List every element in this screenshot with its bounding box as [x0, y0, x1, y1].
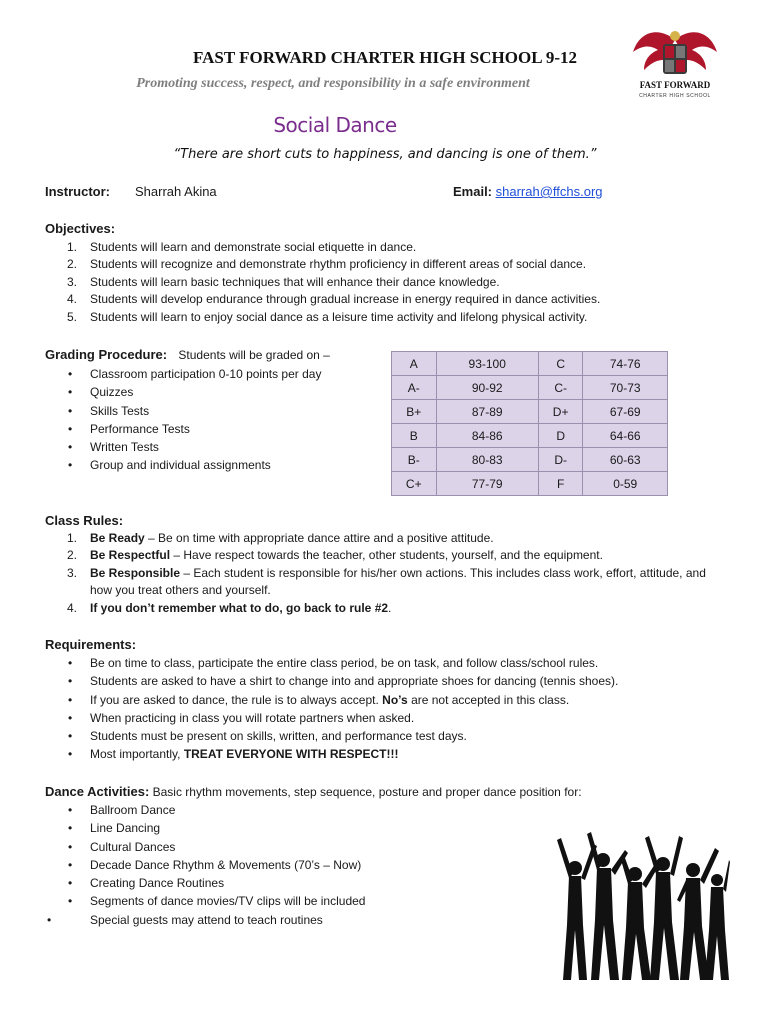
list-item: • Skills Tests	[68, 403, 150, 418]
objectives-list	[45, 239, 745, 326]
activities-heading-row	[45, 784, 725, 799]
table-cell: 84-86	[436, 424, 538, 448]
svg-text:CHARTER HIGH SCHOOL: CHARTER HIGH SCHOOL	[639, 93, 711, 99]
table-cell: D-	[538, 448, 583, 472]
table-cell: A-	[392, 376, 437, 400]
table-cell: B	[392, 424, 437, 448]
requirements-heading: Requirements:	[45, 637, 137, 652]
list-item: 3. Be Responsible – Each student is responsible for his/her own actions. This includes class work, effort, attitude, and how you treat others and yourself.	[67, 565, 706, 598]
table-cell: 67-69	[583, 400, 668, 424]
table-row	[392, 472, 668, 496]
table-cell: 74-76	[583, 352, 668, 376]
list-item: • Written Tests	[68, 440, 159, 455]
list-item: 1. Be Ready – Be on time with appropriate dance attire and a positive attitude.	[67, 531, 494, 545]
grading-list	[45, 365, 375, 475]
email-label: Email:	[453, 184, 493, 199]
table-cell: 0-59	[583, 472, 668, 496]
list-item: 4. Students will develop endurance through gradual increase in energy required in dance activities.	[67, 292, 601, 307]
list-item: • Cultural Dances	[68, 839, 176, 854]
objectives-heading: Objectives:	[45, 221, 116, 236]
activities-intro: Basic rhythm movements, step sequence, posture and proper dance position for:	[152, 785, 582, 799]
table-row	[392, 448, 668, 472]
list-item: • Special guests may attend to teach routines	[47, 912, 323, 927]
grading-heading-row	[45, 347, 330, 362]
list-item: • Line Dancing	[68, 821, 161, 836]
list-item: • Ballroom Dance	[68, 803, 176, 817]
list-item: 1. Students will learn and demonstrate social etiquette in dance.	[67, 240, 417, 254]
list-item: 2. Students will recognize and demonstrate rhythm proficiency in different areas of social dance.	[67, 257, 587, 272]
eagle-crest-icon	[630, 22, 720, 102]
table-cell: 60-63	[583, 448, 668, 472]
list-item: • Quizzes	[68, 385, 134, 400]
list-item: • Most importantly, TREAT EVERYONE WITH RESPECT!!!	[68, 747, 399, 762]
activities-list	[45, 801, 525, 929]
instructor-label: Instructor:	[45, 184, 110, 199]
table-cell: B-	[392, 448, 437, 472]
list-item: 5. Students will learn to enjoy social dance as a leisure time activity and lifelong physical activity.	[67, 309, 588, 324]
table-cell: 87-89	[436, 400, 538, 424]
list-item: 2. Be Respectful – Have respect towards the teacher, other students, yourself, and the equipment.	[67, 548, 603, 563]
list-item: • Classroom participation 0-10 points per day	[68, 367, 322, 381]
table-cell: C	[538, 352, 583, 376]
table-cell: 90-92	[436, 376, 538, 400]
rules-heading: Class Rules:	[45, 513, 124, 528]
list-item: • Be on time to class, participate the entire class period, be on task, and follow class/school rules.	[68, 656, 599, 670]
list-item: • Creating Dance Routines	[68, 876, 225, 891]
table-cell: 77-79	[436, 472, 538, 496]
activities-heading: Dance Activities:	[45, 784, 150, 799]
table-cell: 70-73	[583, 376, 668, 400]
school-tagline: Promoting success, respect, and responsibility in a safe environment	[136, 76, 530, 91]
list-item: • Performance Tests	[68, 421, 190, 436]
list-item: • Students must be present on skills, written, and performance test days.	[68, 729, 467, 744]
dancers-icon	[555, 830, 730, 990]
rules-list	[45, 530, 715, 617]
school-name: FAST FORWARD CHARTER HIGH SCHOOL 9-12	[192, 48, 578, 67]
table-cell: D+	[538, 400, 583, 424]
course-quote: “There are short cuts to happiness, and dancing is one of them.”	[173, 147, 597, 162]
dancers-silhouette-image	[555, 830, 730, 990]
table-cell: 64-66	[583, 424, 668, 448]
email-row	[453, 184, 603, 199]
table-row	[392, 424, 668, 448]
course-title: Social Dance	[273, 113, 397, 137]
table-cell: D	[538, 424, 583, 448]
table-cell: C+	[392, 472, 437, 496]
email-link[interactable]: sharrah@ffchs.org	[495, 184, 603, 199]
list-item: 3. Students will learn basic techniques that will enhance their dance knowledge.	[67, 274, 500, 289]
list-item: • Students are asked to have a shirt to change into and appropriate shoes for dancing (tennis shoes).	[68, 674, 619, 689]
instructor-name: Sharrah Akina	[135, 184, 217, 199]
requirements-list	[45, 654, 735, 764]
list-item: • Segments of dance movies/TV clips will be included	[68, 894, 366, 909]
table-row	[392, 352, 668, 376]
list-item: • If you are asked to dance, the rule is to always accept. No’s are not accepted in this class.	[68, 692, 570, 707]
school-logo	[630, 22, 720, 102]
grading-heading: Grading Procedure:	[45, 347, 168, 362]
table-cell: A	[392, 352, 437, 376]
table-cell: 80-83	[436, 448, 538, 472]
table-cell: B+	[392, 400, 437, 424]
grading-intro: Students will be graded on –	[178, 348, 330, 362]
grading-scale-table	[391, 351, 668, 496]
table-row	[392, 400, 668, 424]
table-cell: 93-100	[436, 352, 538, 376]
table-row	[392, 376, 668, 400]
list-item: • When practicing in class you will rotate partners when asked.	[68, 710, 415, 725]
list-item: 4. If you don’t remember what to do, go back to rule #2.	[67, 600, 392, 615]
svg-text:FAST FORWARD: FAST FORWARD	[639, 80, 711, 90]
table-cell: C-	[538, 376, 583, 400]
list-item: • Decade Dance Rhythm & Movements (70’s – Now)	[68, 857, 362, 872]
table-cell: F	[538, 472, 583, 496]
list-item: • Group and individual assignments	[68, 458, 271, 473]
